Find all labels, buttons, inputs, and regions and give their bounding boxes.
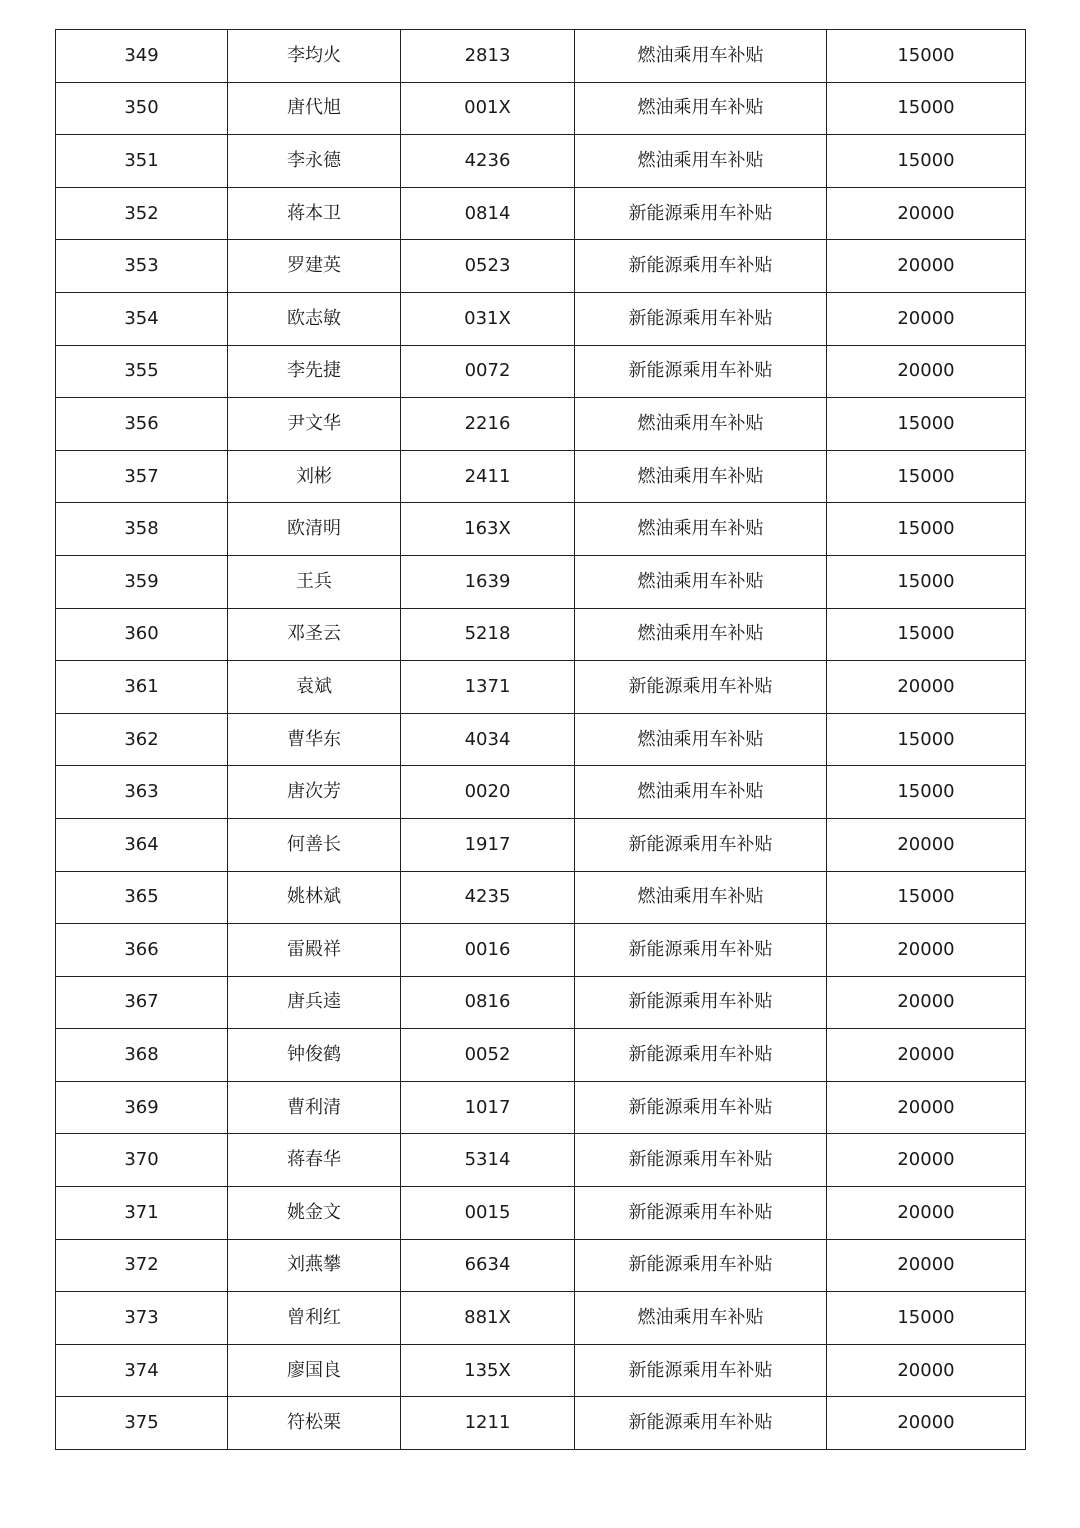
cell-name: 唐兵逵 [228,976,401,1029]
table-row [56,1292,1026,1345]
cell-subsidy-type: 燃油乘用车补贴 [575,30,827,83]
cell-seq: 352 [56,187,228,240]
cell-name: 雷殿祥 [228,924,401,977]
cell-subsidy-type: 燃油乘用车补贴 [575,871,827,924]
cell-amount: 15000 [827,608,1026,661]
table-row [56,924,1026,977]
table-row [56,976,1026,1029]
table-row [56,766,1026,819]
cell-subsidy-type: 新能源乘用车补贴 [575,187,827,240]
table-row [56,1239,1026,1292]
cell-id-suffix: 1017 [401,1081,575,1134]
cell-seq: 374 [56,1344,228,1397]
cell-subsidy-type: 燃油乘用车补贴 [575,82,827,135]
cell-subsidy-type: 燃油乘用车补贴 [575,503,827,556]
table-row [56,1029,1026,1082]
cell-amount: 20000 [827,1081,1026,1134]
table-row [56,1397,1026,1450]
cell-amount: 15000 [827,30,1026,83]
cell-subsidy-type: 新能源乘用车补贴 [575,345,827,398]
cell-name: 廖国良 [228,1344,401,1397]
cell-id-suffix: 1371 [401,661,575,714]
cell-amount: 15000 [827,450,1026,503]
cell-amount: 20000 [827,240,1026,293]
table-row [56,345,1026,398]
cell-id-suffix: 0015 [401,1187,575,1240]
table-body [56,30,1026,1450]
cell-amount: 20000 [827,1029,1026,1082]
cell-subsidy-type: 新能源乘用车补贴 [575,976,827,1029]
cell-subsidy-type: 新能源乘用车补贴 [575,661,827,714]
cell-amount: 15000 [827,1292,1026,1345]
cell-name: 王兵 [228,555,401,608]
cell-amount: 15000 [827,82,1026,135]
cell-name: 曹利清 [228,1081,401,1134]
cell-seq: 375 [56,1397,228,1450]
cell-amount: 15000 [827,555,1026,608]
cell-id-suffix: 2813 [401,30,575,83]
table-row [56,713,1026,766]
cell-seq: 355 [56,345,228,398]
cell-subsidy-type: 燃油乘用车补贴 [575,608,827,661]
cell-seq: 364 [56,818,228,871]
cell-amount: 15000 [827,871,1026,924]
cell-subsidy-type: 新能源乘用车补贴 [575,924,827,977]
cell-id-suffix: 0020 [401,766,575,819]
cell-name: 蒋本卫 [228,187,401,240]
cell-subsidy-type: 新能源乘用车补贴 [575,240,827,293]
table-row [56,503,1026,556]
cell-name: 李先捷 [228,345,401,398]
cell-name: 姚林斌 [228,871,401,924]
cell-seq: 372 [56,1239,228,1292]
table-row [56,135,1026,188]
cell-seq: 362 [56,713,228,766]
cell-subsidy-type: 燃油乘用车补贴 [575,135,827,188]
cell-id-suffix: 0052 [401,1029,575,1082]
cell-amount: 20000 [827,1344,1026,1397]
table-row [56,450,1026,503]
cell-name: 曹华东 [228,713,401,766]
cell-seq: 368 [56,1029,228,1082]
subsidy-table [55,29,1026,1450]
cell-amount: 15000 [827,398,1026,451]
cell-subsidy-type: 燃油乘用车补贴 [575,713,827,766]
cell-seq: 370 [56,1134,228,1187]
cell-subsidy-type: 新能源乘用车补贴 [575,818,827,871]
cell-seq: 360 [56,608,228,661]
cell-id-suffix: 0814 [401,187,575,240]
cell-id-suffix: 0072 [401,345,575,398]
cell-id-suffix: 5218 [401,608,575,661]
cell-amount: 20000 [827,818,1026,871]
cell-seq: 354 [56,292,228,345]
cell-id-suffix: 5314 [401,1134,575,1187]
cell-id-suffix: 2216 [401,398,575,451]
cell-subsidy-type: 燃油乘用车补贴 [575,398,827,451]
cell-name: 刘燕攀 [228,1239,401,1292]
cell-amount: 15000 [827,766,1026,819]
cell-id-suffix: 001X [401,82,575,135]
cell-seq: 349 [56,30,228,83]
cell-subsidy-type: 新能源乘用车补贴 [575,1239,827,1292]
cell-seq: 357 [56,450,228,503]
cell-name: 曾利红 [228,1292,401,1345]
cell-id-suffix: 1639 [401,555,575,608]
cell-name: 李永德 [228,135,401,188]
cell-seq: 358 [56,503,228,556]
cell-seq: 366 [56,924,228,977]
cell-subsidy-type: 新能源乘用车补贴 [575,1397,827,1450]
cell-subsidy-type: 新能源乘用车补贴 [575,1029,827,1082]
cell-amount: 15000 [827,713,1026,766]
cell-subsidy-type: 新能源乘用车补贴 [575,1344,827,1397]
cell-name: 唐次芳 [228,766,401,819]
cell-id-suffix: 4236 [401,135,575,188]
cell-subsidy-type: 新能源乘用车补贴 [575,1081,827,1134]
cell-seq: 373 [56,1292,228,1345]
cell-seq: 351 [56,135,228,188]
table-row [56,661,1026,714]
cell-name: 李均火 [228,30,401,83]
table-row [56,187,1026,240]
cell-id-suffix: 0816 [401,976,575,1029]
cell-name: 罗建英 [228,240,401,293]
cell-subsidy-type: 新能源乘用车补贴 [575,1134,827,1187]
cell-name: 欧志敏 [228,292,401,345]
cell-amount: 20000 [827,924,1026,977]
cell-id-suffix: 0016 [401,924,575,977]
table-row [56,1134,1026,1187]
cell-id-suffix: 881X [401,1292,575,1345]
table-row [56,398,1026,451]
cell-seq: 367 [56,976,228,1029]
cell-name: 袁斌 [228,661,401,714]
table-row [56,240,1026,293]
cell-name: 尹文华 [228,398,401,451]
cell-name: 刘彬 [228,450,401,503]
table-row [56,1187,1026,1240]
cell-amount: 20000 [827,1239,1026,1292]
cell-id-suffix: 4034 [401,713,575,766]
cell-amount: 20000 [827,1187,1026,1240]
cell-id-suffix: 6634 [401,1239,575,1292]
cell-name: 何善长 [228,818,401,871]
table-row [56,608,1026,661]
cell-subsidy-type: 燃油乘用车补贴 [575,766,827,819]
table-row [56,30,1026,83]
cell-name: 邓圣云 [228,608,401,661]
cell-amount: 20000 [827,187,1026,240]
table-row [56,555,1026,608]
cell-id-suffix: 4235 [401,871,575,924]
table-row [56,1344,1026,1397]
table-row [56,1081,1026,1134]
cell-amount: 20000 [827,1397,1026,1450]
cell-id-suffix: 2411 [401,450,575,503]
cell-id-suffix: 163X [401,503,575,556]
cell-subsidy-type: 燃油乘用车补贴 [575,555,827,608]
cell-seq: 365 [56,871,228,924]
table-row [56,871,1026,924]
cell-subsidy-type: 燃油乘用车补贴 [575,1292,827,1345]
cell-amount: 15000 [827,135,1026,188]
cell-seq: 369 [56,1081,228,1134]
cell-amount: 20000 [827,345,1026,398]
cell-id-suffix: 1211 [401,1397,575,1450]
cell-seq: 371 [56,1187,228,1240]
cell-name: 蒋春华 [228,1134,401,1187]
cell-id-suffix: 0523 [401,240,575,293]
cell-seq: 350 [56,82,228,135]
cell-amount: 20000 [827,1134,1026,1187]
table-row [56,82,1026,135]
cell-name: 符松栗 [228,1397,401,1450]
cell-amount: 20000 [827,976,1026,1029]
cell-seq: 363 [56,766,228,819]
cell-amount: 15000 [827,503,1026,556]
cell-subsidy-type: 燃油乘用车补贴 [575,450,827,503]
cell-seq: 356 [56,398,228,451]
cell-seq: 359 [56,555,228,608]
cell-id-suffix: 135X [401,1344,575,1397]
cell-amount: 20000 [827,292,1026,345]
cell-name: 唐代旭 [228,82,401,135]
cell-subsidy-type: 新能源乘用车补贴 [575,292,827,345]
cell-id-suffix: 031X [401,292,575,345]
cell-name: 姚金文 [228,1187,401,1240]
table-row [56,292,1026,345]
cell-name: 欧清明 [228,503,401,556]
cell-seq: 361 [56,661,228,714]
table-row [56,818,1026,871]
cell-amount: 20000 [827,661,1026,714]
cell-id-suffix: 1917 [401,818,575,871]
cell-subsidy-type: 新能源乘用车补贴 [575,1187,827,1240]
cell-seq: 353 [56,240,228,293]
cell-name: 钟俊鹤 [228,1029,401,1082]
